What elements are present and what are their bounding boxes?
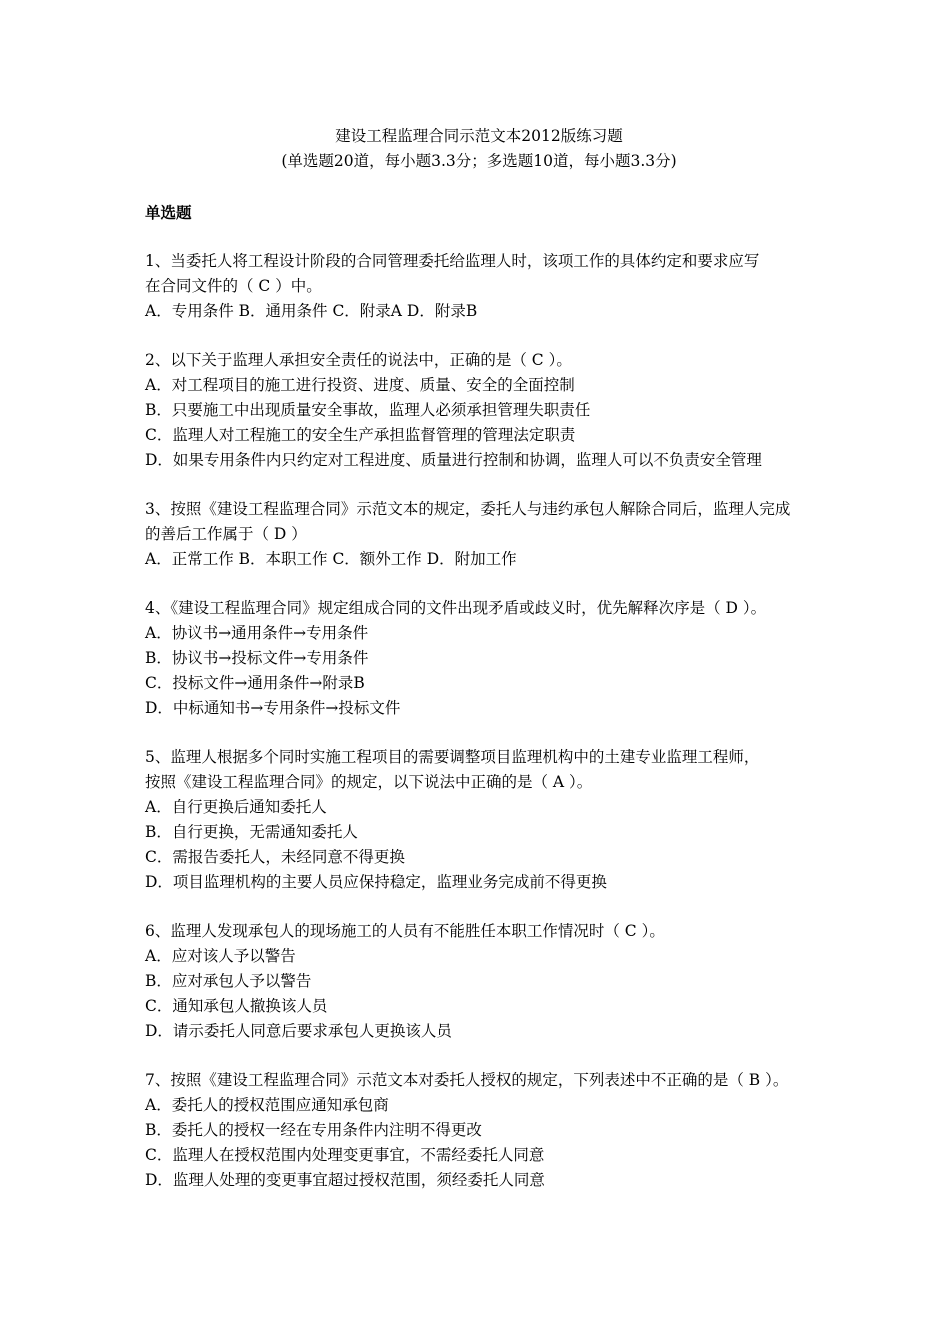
question-stem: 1、当委托人将工程设计阶段的合同管理委托给监理人时，该项工作的具体约定和要求应写: [145, 252, 760, 270]
section-heading: 单选题: [145, 203, 192, 222]
question-option: B．只要施工中出现质量安全事故，监理人必须承担管理失职责任: [145, 401, 591, 419]
question-7: [145, 1068, 813, 1193]
question-stem: 3、按照《建设工程监理合同》示范文本的规定，委托人与违约承包人解除合同后，监理人完成: [145, 500, 791, 518]
question-option: C．通知承包人撤换该人员: [145, 997, 328, 1015]
question-option: C．监理人在授权范围内处理变更事宜，不需经委托人同意: [145, 1146, 545, 1164]
question-3: [145, 497, 813, 572]
question-1: [145, 249, 813, 324]
document-subtitle: (单选题20道，每小题3.3分；多选题10道，每小题3.3分): [281, 152, 677, 170]
question-option: A．应对该人予以警告: [145, 947, 296, 965]
question-option: D．如果专用条件内只约定对工程进度、质量进行控制和协调，监理人可以不负责安全管理: [145, 451, 762, 469]
question-stem: 按照《建设工程监理合同》的规定，以下说法中正确的是（ A ）。: [145, 773, 593, 791]
question-4: [145, 596, 813, 721]
question-option: D．中标通知书→专用条件→投标文件: [145, 699, 401, 717]
question-option: D．项目监理机构的主要人员应保持稳定，监理业务完成前不得更换: [145, 873, 607, 891]
question-option: A．协议书→通用条件→专用条件: [145, 624, 369, 642]
question-option: C．需报告委托人，未经同意不得更换: [145, 848, 405, 866]
question-stem: 4、《建设工程监理合同》规定组成合同的文件出现矛盾或歧义时，优先解释次序是（ D ）。: [145, 599, 767, 617]
question-stem: 5、监理人根据多个同时实施工程项目的需要调整项目监理机构中的土建专业监理工程师，: [145, 748, 760, 766]
question-option: A．自行更换后通知委托人: [145, 798, 327, 816]
question-2: [145, 348, 813, 473]
question-option: B．应对承包人予以警告: [145, 972, 312, 990]
question-option: D．监理人处理的变更事宜超过授权范围，须经委托人同意: [145, 1171, 545, 1189]
question-6: [145, 919, 813, 1044]
question-option: C．监理人对工程施工的安全生产承担监督管理的管理法定职责: [145, 426, 576, 444]
question-option: C．投标文件→通用条件→附录B: [145, 674, 365, 692]
question-stem: 7、按照《建设工程监理合同》示范文本对委托人授权的规定，下列表述中不正确的是（ B ）。: [145, 1071, 789, 1089]
question-stem: 的善后工作属于（ D ）: [145, 525, 307, 543]
question-stem: 6、监理人发现承包人的现场施工的人员有不能胜任本职工作情况时（ C ）。: [145, 922, 665, 940]
question-5: [145, 745, 813, 895]
question-stem: 2、以下关于监理人承担安全责任的说法中，正确的是（ C ）。: [145, 351, 572, 369]
question-option: A．正常工作 B．本职工作 C．额外工作 D．附加工作: [145, 550, 517, 568]
question-option: B．协议书→投标文件→专用条件: [145, 649, 369, 667]
document-title: 建设工程监理合同示范文本2012版练习题: [335, 127, 623, 145]
question-option: D．请示委托人同意后要求承包人更换该人员: [145, 1022, 452, 1040]
question-option: B．委托人的授权一经在专用条件内注明不得更改: [145, 1121, 482, 1139]
question-option: A．对工程项目的施工进行投资、进度、质量、安全的全面控制: [145, 376, 575, 394]
question-option: A．委托人的授权范围应通知承包商: [145, 1096, 389, 1114]
question-stem: 在合同文件的（ C ）中。: [145, 277, 322, 295]
question-option: A．专用条件 B．通用条件 C．附录A D．附录B: [145, 302, 478, 320]
document-page: [145, 124, 813, 1217]
question-option: B．自行更换，无需通知委托人: [145, 823, 358, 841]
